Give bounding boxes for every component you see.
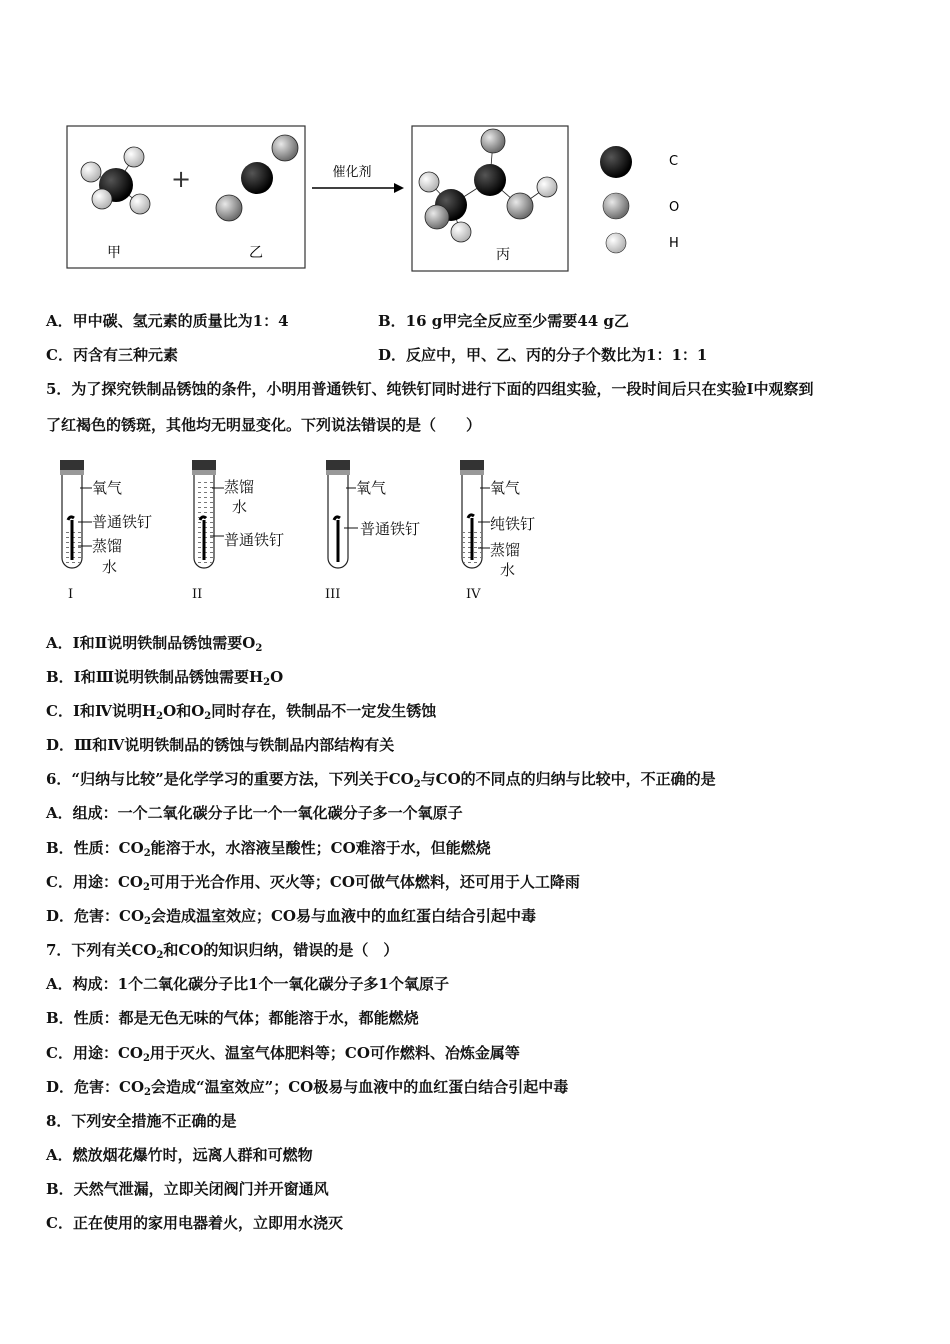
- tube-iii: [325, 460, 420, 602]
- tube-ii: [192, 460, 284, 602]
- q4-option-a: A．甲中碳、氢元素的质量比为1：4: [46, 312, 289, 330]
- q5-option-b: B．Ⅰ和Ⅲ说明铁制品锈蚀需要$H_2O$: [46, 668, 284, 688]
- q5-stem-line1: 5．为了探究铁制品锈蚀的条件，小明用普通铁钉、纯铁钉同时进行下面的四组实验，一段时间后只在实验Ⅰ中观察到: [46, 380, 814, 398]
- reaction-arrow: [312, 183, 404, 193]
- methane-molecule: [81, 147, 150, 214]
- q8-stem: 8．下列安全措施不正确的是: [46, 1112, 237, 1130]
- tube-ii-nail-label: 普通铁钉: [224, 531, 285, 549]
- plus-sign: +: [170, 165, 192, 193]
- q6-option-d: D．危害：$CO_2$会造成温室效应；CO易与血液中的血红蛋白结合引起中毒: [46, 907, 536, 927]
- tube-iii-stopper: [326, 460, 350, 470]
- test-tube-figure: [0, 450, 950, 610]
- q6-option-a: A．组成：一个二氧化碳分子比一个一氧化碳分子多一个氧原子: [46, 804, 463, 822]
- q5-option-d: D．Ⅲ和Ⅳ说明铁制品的锈蚀与铁制品内部结构有关: [46, 736, 395, 754]
- tube-iv: [460, 460, 535, 602]
- tube-iii-roman: III: [325, 587, 341, 602]
- legend-oxygen-ball: [603, 193, 629, 219]
- q7-option-b: B．性质：都是无色无味的气体；都能溶于水，都能燃烧: [46, 1009, 419, 1027]
- legend-carbon-label: C: [669, 154, 679, 169]
- legend-hydrogen-label: H: [669, 236, 679, 251]
- q4-option-c: C．丙含有三种元素: [46, 346, 178, 364]
- q6-option-b: B．性质：$CO_2$能溶于水，水溶液呈酸性；CO难溶于水，但能燃烧: [46, 839, 491, 859]
- legend-hydrogen-ball: [606, 233, 626, 253]
- tube-ii-roman: II: [192, 587, 203, 602]
- tube-i-top-label: 氧气: [92, 479, 123, 497]
- tube-i-bottom-label-1: 蒸馏: [92, 537, 123, 555]
- q5-option-c: C．Ⅰ和Ⅳ说明$H_2O$和$O_2$同时存在，铁制品不一定发生锈蚀: [46, 702, 437, 722]
- q5-stem-line2: 了红褐色的锈斑，其他均无明显变化。下列说法错误的是（ ）: [46, 416, 482, 434]
- q8-option-b: B．天然气泄漏，立即关闭阀门并开窗通风: [46, 1180, 329, 1198]
- reactant-b-label: 乙: [249, 245, 263, 261]
- co2-molecule: [216, 135, 298, 221]
- tube-ii-stopper: [192, 460, 216, 470]
- product-label: 丙: [496, 247, 510, 263]
- q7-option-a: A．构成：1个二氧化碳分子比1个一氧化碳分子多1个氧原子: [46, 975, 449, 993]
- tube-i-stopper: [60, 460, 84, 470]
- tube-iv-bottom-label-1: 蒸馏: [490, 541, 521, 559]
- q6-stem: 6．“归纳与比较”是化学学习的重要方法，下列关于$CO_2$与CO的不同点的归纳与比较中，不正确的是: [46, 770, 716, 790]
- tube-ii-top-label-1: 蒸馏: [224, 478, 255, 496]
- tube-iii-nail-label: 普通铁钉: [360, 520, 421, 538]
- tube-iv-stopper: [460, 460, 484, 470]
- q7-option-c: C．用途：$CO_2$用于灭火、温室气体肥料等；CO可作燃料、冶炼金属等: [46, 1044, 520, 1064]
- q4-option-d: D．反应中，甲、乙、丙的分子个数比为1：1：1: [378, 346, 708, 364]
- q7-stem: 7．下列有关$CO_2$和CO的知识归纳，错误的是（ ）: [46, 941, 399, 961]
- q8-option-c: C．正在使用的家用电器着火，立即用水浇灭: [46, 1214, 343, 1232]
- q4-option-b: B．16 g甲完全反应至少需要44 g乙: [378, 312, 629, 330]
- tube-i-roman: I: [68, 587, 74, 602]
- tube-iv-nail-label: 纯铁钉: [490, 515, 536, 533]
- q7-option-d: D．危害：$CO_2$会造成“温室效应”；CO极易与血液中的血红蛋白结合引起中毒: [46, 1078, 569, 1098]
- q8-option-a: A．燃放烟花爆竹时，远离人群和可燃物: [46, 1146, 313, 1164]
- atom-legend: [600, 146, 679, 253]
- tube-i-nail-label: 普通铁钉: [92, 513, 153, 531]
- legend-oxygen-label: O: [669, 200, 680, 215]
- tube-i: [60, 460, 152, 602]
- tube-iv-roman: IV: [466, 587, 481, 602]
- legend-carbon-ball: [600, 146, 632, 178]
- acetic-acid-molecule: [419, 129, 557, 242]
- catalyst-label: 催化剂: [332, 165, 372, 180]
- tube-iii-top-label: 氧气: [356, 479, 387, 497]
- tube-ii-top-label-2: 水: [232, 498, 248, 516]
- tube-iv-top-label: 氧气: [490, 479, 521, 497]
- tube-iv-bottom-label-2: 水: [500, 561, 516, 579]
- tube-i-bottom-label-2: 水: [102, 558, 118, 576]
- reactant-a-label: 甲: [107, 245, 121, 261]
- q5-option-a: A．Ⅰ和Ⅱ说明铁制品锈蚀需要$O_2$: [46, 634, 263, 654]
- reaction-diagram: [0, 0, 950, 300]
- q6-option-c: C．用途：$CO_2$可用于光合作用、灭火等；CO可做气体燃料，还可用于人工降雨: [46, 873, 580, 893]
